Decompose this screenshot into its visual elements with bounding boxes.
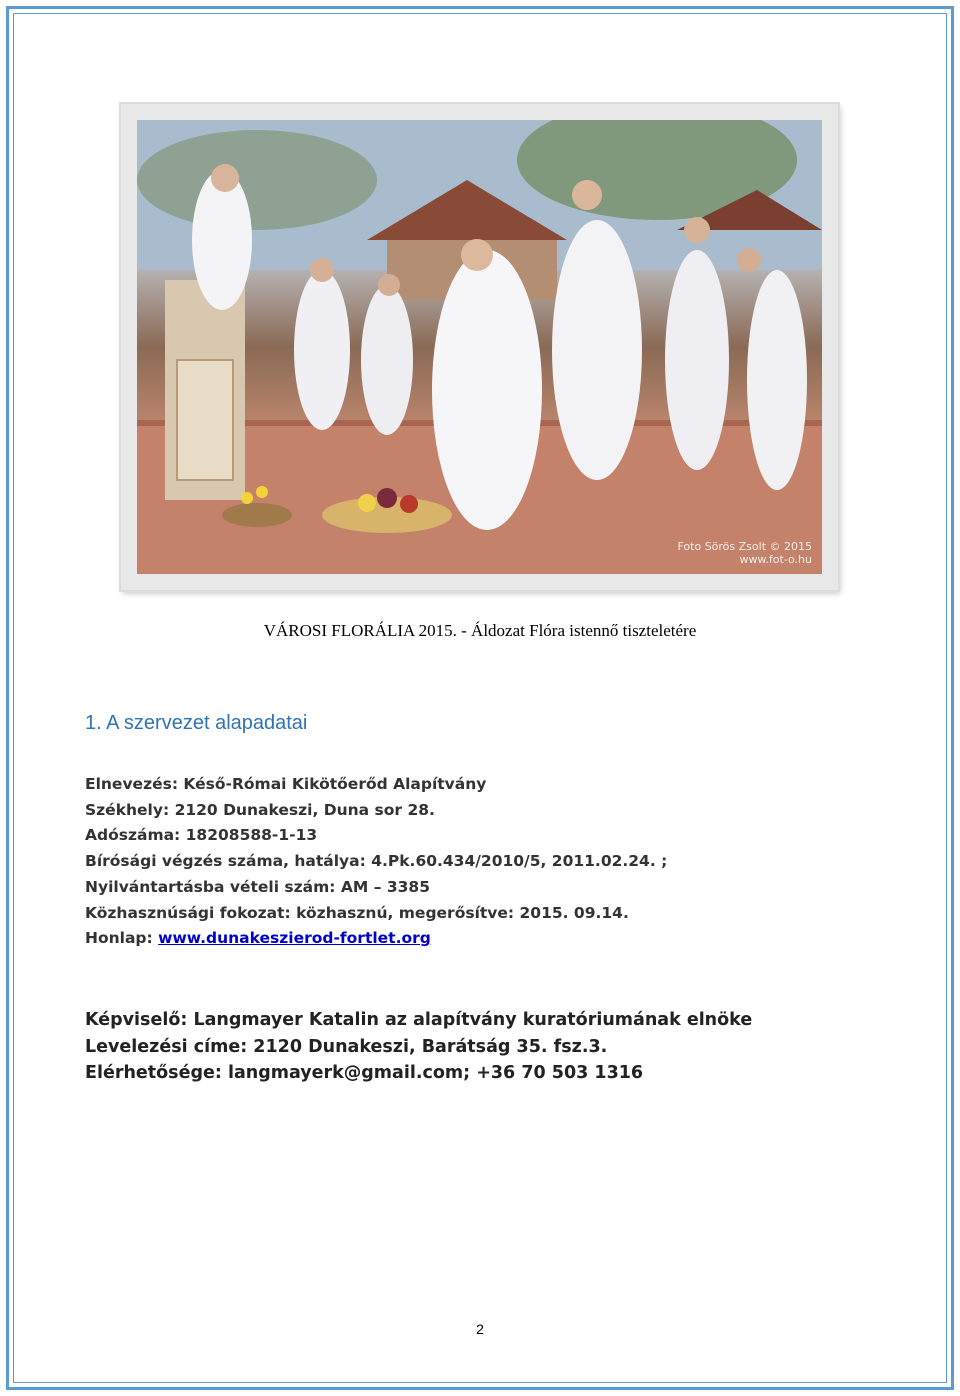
photo-credit — [677, 540, 812, 566]
photo-credit-line-2: www.fot-o.hu — [739, 553, 812, 566]
floralia-photo — [137, 120, 822, 574]
org-public-benefit: Közhasznúsági fokozat: közhasznú, megerősítve: 2015. 09.14. — [85, 903, 629, 922]
availability: Elérhetősége: langmayerk@gmail.com; +36 70 503 1316 — [85, 1063, 644, 1083]
org-tax-number: Adószáma: 18208588-1-13 — [85, 826, 318, 845]
org-registry: Nyilvántartásba vételi szám: AM – 3385 — [85, 877, 430, 896]
photo-frame — [121, 104, 838, 590]
photo-caption: VÁROSI FLORÁLIA 2015. - Áldozat Flóra istennő tiszteletére — [263, 621, 697, 640]
section-heading: 1. A szervezet alapadatai — [85, 712, 308, 734]
website-label: Honlap: — [85, 929, 159, 948]
org-court-order: Bírósági végzés száma, hatálya: 4.Pk.60.434/2010/5, 2011.02.24. ; — [85, 852, 668, 871]
organization-info — [85, 772, 667, 952]
mailing-address: Levelezési címe: 2120 Dunakeszi, Barátság 35. fsz.3. — [85, 1036, 608, 1057]
photo-scene — [137, 120, 822, 574]
org-seat: Székhely: 2120 Dunakeszi, Duna sor 28. — [85, 800, 435, 819]
org-website — [85, 926, 667, 952]
photo-credit-line-1: Foto Sörös Zsolt © 2015 — [677, 540, 812, 553]
contact-info — [85, 1007, 752, 1087]
page-number: 2 — [476, 1321, 484, 1337]
org-name: Elnevezés: Késő-Római Kikötőerőd Alapítvány — [85, 775, 487, 793]
representative: Képviselő: Langmayer Katalin az alapítvány kuratóriumának elnöke — [85, 1010, 753, 1030]
website-link[interactable]: www.dunakeszierod-fortlet.org — [158, 929, 431, 948]
